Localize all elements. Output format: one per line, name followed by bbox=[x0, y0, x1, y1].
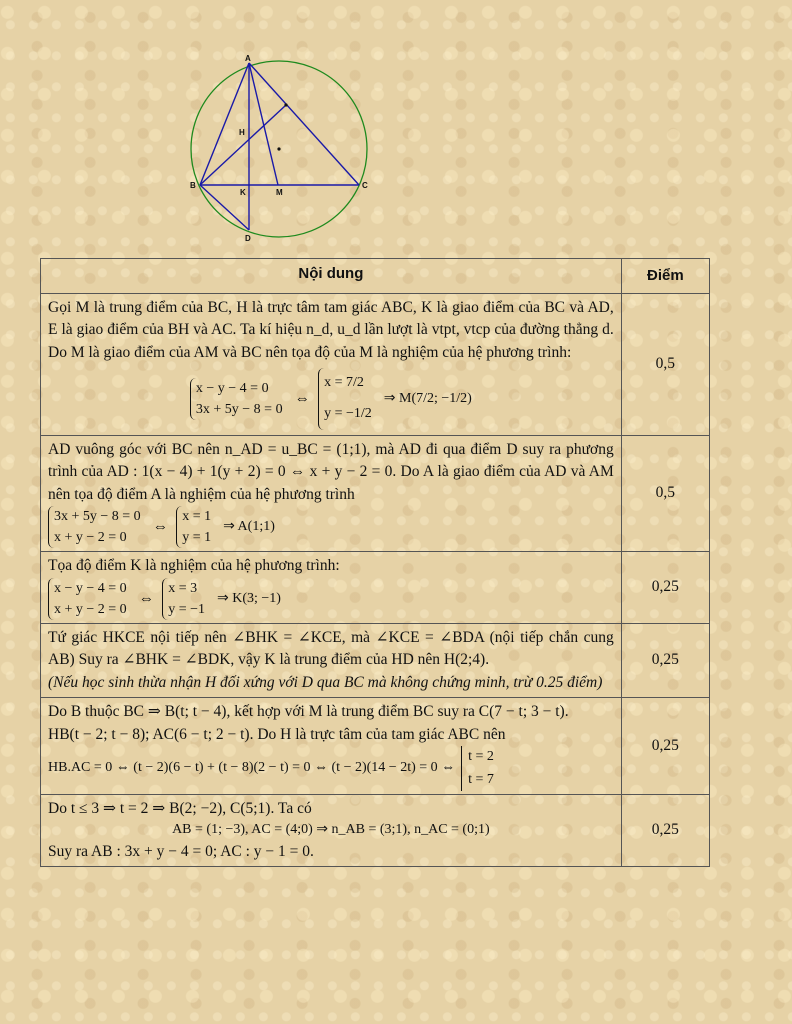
row3-eq2: x + y − 2 = 0 bbox=[54, 601, 127, 617]
row4-text: Tứ giác HKCE nội tiếp nên ∠BHK = ∠KCE, mà ∠KCE = ∠BDA (nội tiếp chắn cung AB) Suy ra ∠BHK = ∠BDK, vậy K là trung điểm của HD nên H(2;4). bbox=[48, 628, 614, 669]
table-row bbox=[41, 294, 710, 436]
row5-options bbox=[461, 746, 498, 791]
row5-opt1: t = 2 bbox=[468, 749, 494, 765]
label-m: M bbox=[276, 188, 283, 197]
row2-eq1: 3x + 5y − 8 = 0 bbox=[54, 509, 141, 525]
label-b: B bbox=[190, 181, 196, 190]
row1-system: x − y − 4 = 0 3x + 5y − 8 = 0 ⇔ x = 7/2 y = −1/2 ⇒ M(7/2; −1/2) bbox=[48, 368, 614, 430]
row2-sol1: x = 1 bbox=[182, 509, 212, 525]
label-c: C bbox=[362, 181, 368, 190]
row3-text: Tọa độ điểm K là nghiệm của hệ phương trình: bbox=[48, 557, 340, 575]
row2-sol2: y = 1 bbox=[182, 530, 212, 546]
row2-score: 0,5 bbox=[621, 436, 709, 552]
median-am bbox=[249, 63, 278, 185]
label-d: D bbox=[245, 234, 251, 243]
row3-result: ⇒ K(3; −1) bbox=[216, 590, 281, 606]
row2-system: 3x + 5y − 8 = 0 x + y − 2 = 0 ⇔ x = 1 y = 1 ⇒ A(1;1) bbox=[48, 506, 614, 548]
table-row bbox=[41, 795, 710, 867]
row1-sol1: x = 7/2 bbox=[324, 375, 364, 391]
row2-eq2: x + y − 2 = 0 bbox=[54, 530, 127, 546]
segment-be bbox=[200, 105, 286, 185]
label-k: K bbox=[240, 188, 246, 197]
table-row bbox=[41, 623, 710, 697]
triangle-circle-figure bbox=[180, 50, 380, 250]
row4-note: (Nếu học sinh thừa nhận H đối xứng với D qua BC mà không chứng minh, trừ 0.25 điểm) bbox=[48, 673, 603, 691]
row3-score: 0,25 bbox=[621, 552, 709, 623]
side-ab bbox=[200, 63, 249, 185]
header-score: Điểm bbox=[621, 259, 709, 294]
row1-eq2: 3x + 5y − 8 = 0 bbox=[195, 402, 283, 418]
row1-sol2: y = −1/2 bbox=[324, 406, 372, 422]
center-point bbox=[277, 147, 280, 150]
table-header bbox=[41, 259, 710, 294]
row5-text2: HB(t − 2; t − 8); AC(6 − t; 2 − t). Do H là trực tâm của tam giác ABC nên bbox=[48, 725, 506, 743]
row3-system: x − y − 4 = 0 x + y − 2 = 0 ⇔ x = 3 y = −1 ⇒ K(3; −1) bbox=[48, 578, 614, 620]
header-content: Nội dung bbox=[41, 259, 622, 294]
row5-score: 0,25 bbox=[621, 698, 709, 795]
solution-table bbox=[40, 258, 710, 867]
label-a: A bbox=[245, 54, 251, 63]
point-e bbox=[284, 103, 287, 106]
row5-text1: Do B thuộc BC ⇒ B(t; t − 4), kết hợp với M là trung điểm BC suy ra C(7 − t; 3 − t). bbox=[48, 703, 569, 721]
label-h: H bbox=[239, 128, 245, 137]
row1-text: Gọi M là trung điểm của BC, H là trực tâm tam giác ABC, K là giao điểm của BC và AD, E là giao điểm của BH và AC. Ta kí hiệu n_d, u_d lần lượt là vtpt, vtcp của đường thẳng d. Do M là giao điểm của AM và BC nên tọa độ của M là nghiệm của hệ phương trình: bbox=[48, 299, 614, 361]
row6-text1: Do t ≤ 3 ⇒ t = 2 ⇒ B(2; −2), C(5;1). Ta có bbox=[48, 800, 312, 817]
row5-text3: HB.AC = 0 ⇔ (t − 2)(6 − t) + (t − 8)(2 − t) = 0 ⇔ (t − 2)(14 − 2t) = 0 ⇔ bbox=[48, 760, 456, 776]
table-row bbox=[41, 698, 710, 795]
row3-sol1: x = 3 bbox=[168, 580, 198, 596]
row3-eq1: x − y − 4 = 0 bbox=[54, 580, 127, 596]
row1-score: 0,5 bbox=[621, 294, 709, 436]
row4-score: 0,25 bbox=[621, 623, 709, 697]
table-row bbox=[41, 436, 710, 552]
row1-eq1: x − y − 4 = 0 bbox=[195, 381, 269, 397]
row6-text3: Suy ra AB : 3x + y − 4 = 0; AC : y − 1 = 0. bbox=[48, 842, 314, 860]
row1-result: ⇒ M(7/2; −1/2) bbox=[383, 391, 472, 407]
table-row bbox=[41, 552, 710, 623]
row6-score: 0,25 bbox=[621, 795, 709, 867]
row2-text: AD vuông góc với BC nên n_AD = u_BC = (1;1), mà AD đi qua điểm D suy ra phương trình của AD : 1(x − 4) + 1(y + 2) = 0 ⇔ x + y − 2 = 0. Do A là giao điểm của AD và AM nên tọa độ điểm A là nghiệm của hệ phương trình bbox=[48, 441, 614, 503]
row3-sol2: y = −1 bbox=[168, 601, 205, 617]
row5-opt2: t = 7 bbox=[468, 771, 494, 787]
row2-result: ⇒ A(1;1) bbox=[223, 519, 275, 535]
row6-text2: AB = (1; −3), AC = (4;0) ⇒ n_AB = (3;1), n_AC = (0;1) bbox=[172, 822, 490, 838]
